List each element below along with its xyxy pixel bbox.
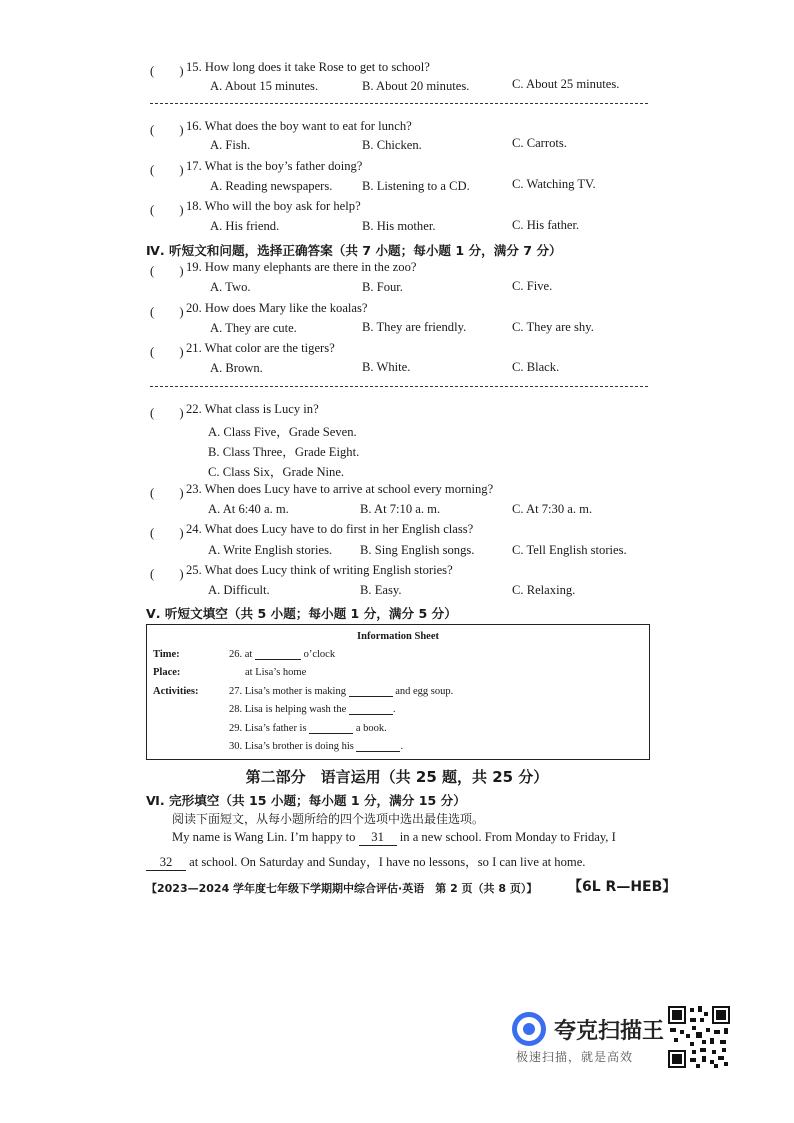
option-17a: A. Reading newspapers. (210, 179, 333, 193)
blank-26[interactable] (255, 659, 301, 660)
time-label: Time: (153, 649, 180, 660)
option-18c: C. His father. (512, 218, 580, 232)
option-25c: C. Relaxing. (512, 583, 576, 597)
option-19a: A. Two. (210, 280, 251, 294)
question-18: 18. Who will the boy ask for help? (186, 199, 361, 213)
info-sheet-title: Information Sheet (357, 631, 439, 642)
answer-paren: ( ) (150, 305, 184, 319)
question-23: 23. When does Lucy have to arrive at school every morning? (186, 482, 494, 496)
item-26: 26. at o’clock (229, 649, 336, 660)
option-20c: C. They are shy. (512, 320, 594, 334)
blank-30[interactable] (356, 751, 400, 752)
option-20b: B. They are friendly. (362, 320, 467, 334)
page-footer: 【2023—2024 学年度七年级下学期期中综合评估·英语 第 2 页（共 8 页）】 (146, 882, 538, 895)
option-21c: C. Black. (512, 360, 560, 374)
part-2-heading: 第二部分 语言运用（共 25 题，共 25 分） (245, 768, 549, 786)
option-15a: A. About 15 minutes. (210, 79, 319, 93)
question-21: 21. What color are the tigers? (186, 341, 335, 355)
option-19b: B. Four. (362, 280, 403, 294)
question-24: 24. What does Lucy have to do first in her English class? (186, 522, 474, 536)
answer-paren: ( ) (150, 64, 184, 78)
option-21b: B. White. (362, 360, 411, 374)
answer-paren: ( ) (150, 567, 184, 581)
answer-paren: ( ) (150, 264, 184, 278)
option-18a: A. His friend. (210, 219, 280, 233)
question-16: 16. What does the boy want to eat for lunch? (186, 119, 412, 133)
section-6-heading: Ⅵ. 完形填空（共 15 小题；每小题 1 分，满分 15 分） (146, 793, 466, 808)
item-29: 29. Lisa’s father is a book. (229, 723, 387, 734)
option-19c: C. Five. (512, 279, 553, 293)
blank-31[interactable]: 31 (359, 830, 397, 846)
answer-paren: ( ) (150, 123, 184, 137)
question-22: 22. What class is Lucy in? (186, 402, 319, 416)
answer-paren: ( ) (150, 526, 184, 540)
option-17b: B. Listening to a CD. (362, 179, 470, 193)
information-sheet (146, 624, 650, 760)
passage-line-1: My name is Wang Lin. I’m happy to 31 in a new school. From Monday to Friday, I (172, 830, 616, 844)
question-17: 17. What is the boy’s father doing? (186, 159, 363, 173)
answer-paren: ( ) (150, 345, 184, 359)
option-17c: C. Watching TV. (512, 177, 596, 191)
item-27: 27. Lisa’s mother is making and egg soup. (229, 686, 454, 697)
answer-paren: ( ) (150, 163, 184, 177)
question-25: 25. What does Lucy think of writing English stories? (186, 563, 453, 577)
option-16c: C. Carrots. (512, 136, 567, 150)
option-16a: A. Fish. (210, 138, 251, 152)
question-15: 15. How long does it take Rose to get to school? (186, 60, 430, 74)
option-20a: A. They are cute. (210, 321, 297, 335)
option-18b: B. His mother. (362, 219, 436, 233)
option-22a: A. Class Five，Grade Seven. (208, 425, 357, 439)
blank-27[interactable] (349, 696, 393, 697)
passage-line-2: 32 at school. On Saturday and Sunday，I have no lessons，so I can live at home. (146, 851, 585, 871)
scanner-name: 夸克扫描王 (554, 1019, 665, 1044)
separator-line (150, 386, 648, 387)
answer-paren: ( ) (150, 203, 184, 217)
place-value: at Lisa’s home (245, 667, 307, 678)
separator-line (150, 103, 648, 104)
option-21a: A. Brown. (210, 361, 263, 375)
option-24c: C. Tell English stories. (512, 543, 627, 557)
option-25b: B. Easy. (360, 583, 402, 597)
option-23a: A. At 6:40 a. m. (208, 502, 289, 516)
option-23b: B. At 7:10 a. m. (360, 502, 441, 516)
blank-32[interactable]: 32 (146, 855, 186, 871)
question-20: 20. How does Mary like the koalas? (186, 301, 368, 315)
blank-28[interactable] (349, 714, 393, 715)
scanner-slogan: 极速扫描，就是高效 (516, 1050, 634, 1064)
option-24a: A. Write English stories. (208, 543, 333, 557)
answer-paren: ( ) (150, 406, 184, 420)
answer-paren: ( ) (150, 486, 184, 500)
option-24b: B. Sing English songs. (360, 543, 475, 557)
quark-logo-icon (512, 1012, 546, 1046)
section-5-heading: Ⅴ. 听短文填空（共 5 小题；每小题 1 分，满分 5 分） (146, 606, 457, 621)
section-4-heading: Ⅳ. 听短文和问题，选择正确答案（共 7 小题；每小题 1 分，满分 7 分） (146, 243, 562, 258)
qr-code-icon (666, 1004, 732, 1070)
place-label: Place: (153, 667, 181, 678)
instruction: 阅读下面短文，从每小题所给的四个选项中选出最佳选项。 (172, 812, 485, 826)
option-15c: C. About 25 minutes. (512, 77, 620, 91)
option-15b: B. About 20 minutes. (362, 79, 470, 93)
option-23c: C. At 7:30 a. m. (512, 502, 593, 516)
item-28: 28. Lisa is helping wash the . (229, 704, 396, 715)
question-19: 19. How many elephants are there in the zoo? (186, 260, 417, 274)
footer-code: 【6L R—HEB】 (568, 879, 677, 895)
activities-label: Activities: (153, 686, 199, 697)
option-22c: C. Class Six，Grade Nine. (208, 465, 345, 479)
option-22b: B. Class Three，Grade Eight. (208, 445, 360, 459)
option-25a: A. Difficult. (208, 583, 270, 597)
blank-29[interactable] (309, 733, 353, 734)
item-30: 30. Lisa’s brother is doing his . (229, 741, 404, 752)
option-16b: B. Chicken. (362, 138, 422, 152)
